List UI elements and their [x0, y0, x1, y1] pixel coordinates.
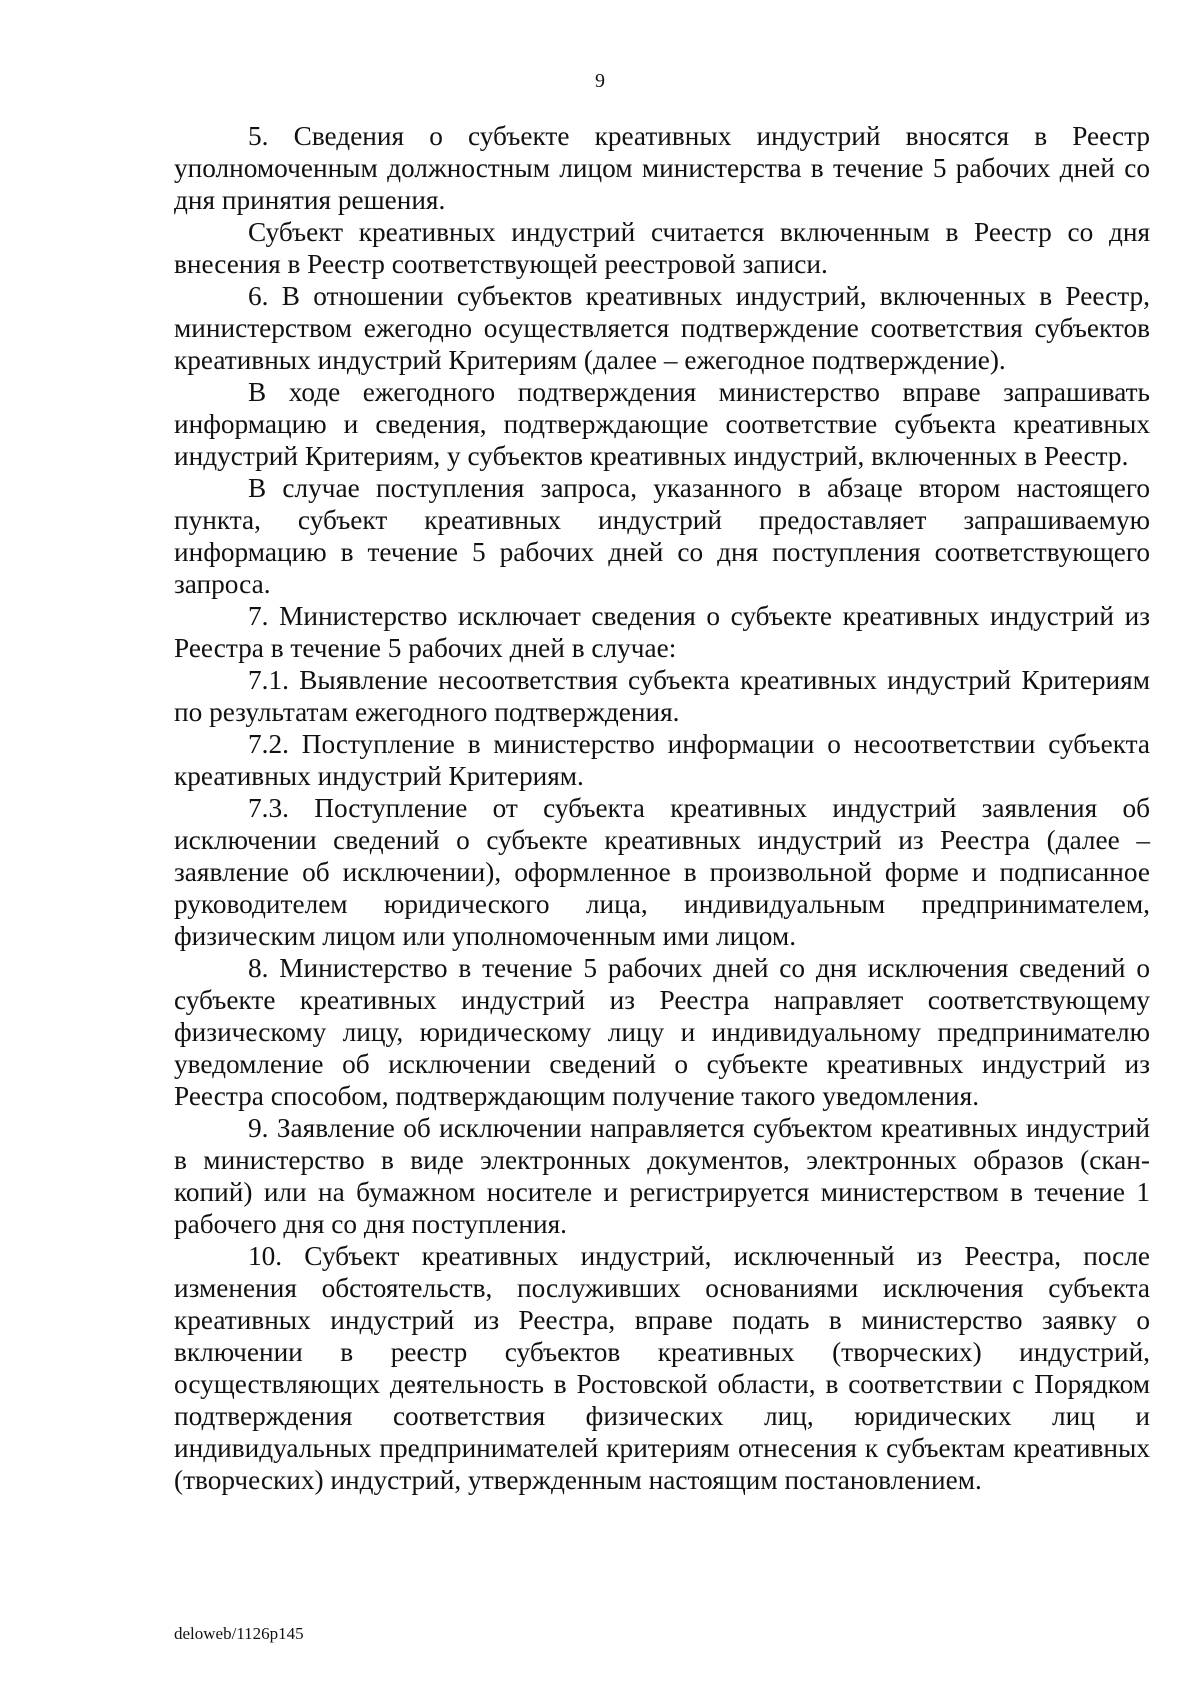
- paragraph: 5. Сведения о субъекте креативных индустрий вносятся в Реестр уполномоченным должностным лицом министерства в течение 5 рабочих дней со дня принятия решения.: [174, 121, 1150, 215]
- paragraph: 7.2. Поступление в министерство информации о несоответствии субъекта креативных индустрий Критериям.: [174, 729, 1150, 791]
- paragraph: 8. Министерство в течение 5 рабочих дней со дня исключения сведений о субъекте креативных индустрий из Реестра направляет соответствующему физическому лицу, юридическому лицу и индивидуальному предпринимателю уведомление об исключении сведений о субъекте креативных индустрий из Реестра способом, подтверждающим получение такого уведомления.: [174, 953, 1150, 1111]
- paragraph: 10. Субъект креативных индустрий, исключенный из Реестра, после изменения обстоятельств, послуживших основаниями исключения субъекта креативных индустрий из Реестра, вправе подать в министерство заявку о включении в реестр субъектов креативных (творческих) индустрий, осуществляющих деятельность в Ростовской области, в соответствии с Порядком подтверждения соответствия физических лиц, юридических лиц и индивидуальных предпринимателей критериям отнесения к субъектам креативных (творческих) индустрий, утвержденным настоящим постановлением.: [174, 1241, 1150, 1495]
- paragraph: 7. Министерство исключает сведения о субъекте креативных индустрий из Реестра в течение 5 рабочих дней в случае:: [174, 601, 1150, 663]
- paragraph: Субъект креативных индустрий считается включенным в Реестр со дня внесения в Реестр соответствующей реестровой записи.: [174, 217, 1150, 279]
- paragraph: 7.1. Выявление несоответствия субъекта креативных индустрий Критериям по результатам ежегодного подтверждения.: [174, 665, 1150, 727]
- paragraph: 9. Заявление об исключении направляется субъектом креативных индустрий в министерство в виде электронных документов, электронных образов (скан-копий) или на бумажном носителе и регистрируется министерством в течение 1 рабочего дня со дня поступления.: [174, 1113, 1150, 1239]
- paragraph: В ходе ежегодного подтверждения министерство вправе запрашивать информацию и сведения, подтверждающие соответствие субъекта креативных индустрий Критериям, у субъектов креативных индустрий, включенных в Реестр.: [174, 377, 1150, 471]
- paragraph: В случае поступления запроса, указанного в абзаце втором настоящего пункта, субъект креативных индустрий предоставляет запрашиваемую информацию в течение 5 рабочих дней со дня поступления соответствующего запроса.: [174, 473, 1150, 599]
- page-number: 9: [595, 70, 605, 92]
- document-body: [174, 120, 1150, 1496]
- paragraph: 6. В отношении субъектов креативных индустрий, включенных в Реестр, министерством ежегодно осуществляется подтверждение соответствия субъектов креативных индустрий Критериям (далее – ежегодное подтверждение).: [174, 281, 1150, 375]
- paragraph: 7.3. Поступление от субъекта креативных индустрий заявления об исключении сведений о субъекте креативных индустрий из Реестра (далее – заявление об исключении), оформленное в произвольной форме и подписанное руководителем юридического лица, индивидуальным предпринимателем, физическим лицом или уполномоченным ими лицом.: [174, 793, 1150, 951]
- footer-reference: deloweb/1126p145: [174, 1624, 304, 1643]
